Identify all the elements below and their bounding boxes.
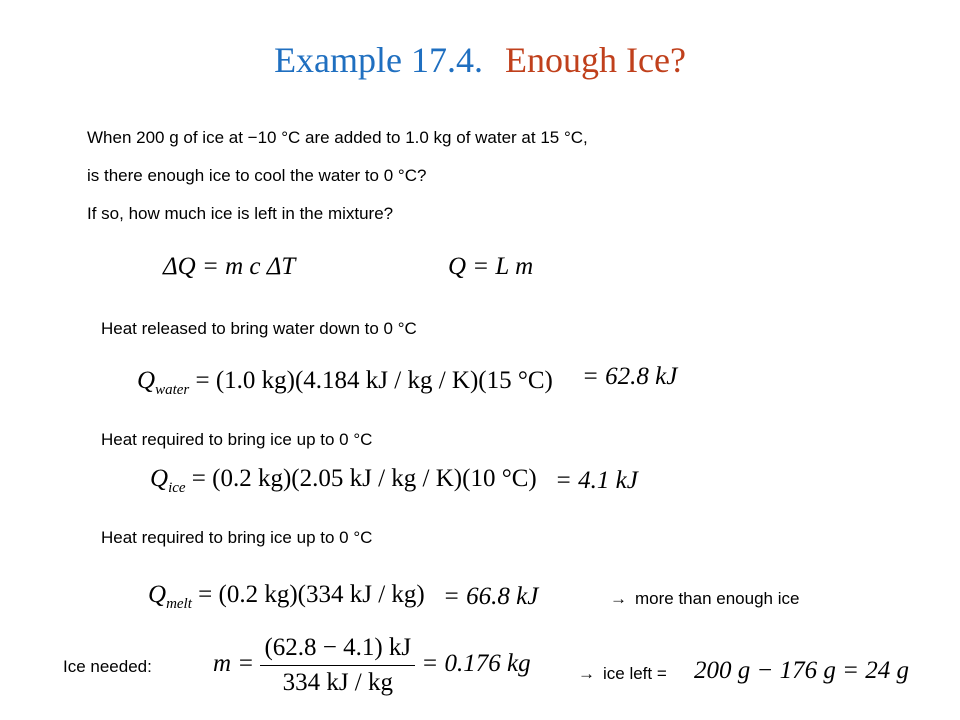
q-melt-subscript: melt xyxy=(166,596,192,612)
heat-change-formula: ΔQ = m c ΔT xyxy=(163,253,296,280)
ice-needed-result: = 0.176 kg xyxy=(421,650,531,678)
fraction-denominator: 334 kJ / kg xyxy=(282,669,394,696)
q-ice-expression: = (0.2 kg)(2.05 kJ / kg / K)(10 °C) xyxy=(185,465,537,492)
m-lhs: m = xyxy=(213,650,255,678)
q-ice-equation xyxy=(150,464,537,494)
q-water-result: = 62.8 kJ xyxy=(582,363,678,390)
enough-ice-text: more than enough ice xyxy=(635,589,800,608)
ice-warm-step-label: Heat required to bring ice up to 0 °C xyxy=(101,430,373,449)
question-line-1: When 200 g of ice at −10 °C are added to 1.0 kg of water at 15 °C, xyxy=(87,128,588,147)
slide-title xyxy=(0,38,960,82)
fraction-numerator: (62.8 − 4.1) kJ xyxy=(260,633,415,666)
enough-ice-note xyxy=(610,588,799,610)
ice-needed-equation xyxy=(213,633,531,698)
q-ice-subscript: ice xyxy=(168,480,186,496)
ice-melt-step-label: Heat required to bring ice up to 0 °C xyxy=(101,528,373,547)
q-ice-result: = 4.1 kJ xyxy=(555,467,638,494)
q-water-expression: = (1.0 kg)(4.184 kJ / kg / K)(15 °C) xyxy=(189,367,553,394)
q-water-symbol: Q xyxy=(137,367,156,394)
title-prefix: Example 17.4. xyxy=(274,40,484,80)
q-melt-result: = 66.8 kJ xyxy=(443,583,539,610)
q-melt-equation xyxy=(148,580,425,610)
question-line-3: If so, how much ice is left in the mixture? xyxy=(87,204,394,223)
q-water-equation xyxy=(137,366,553,396)
ice-left-expression: 200 g − 176 g = 24 g xyxy=(694,657,909,684)
question-line-2: is there enough ice to cool the water to 0 °C? xyxy=(87,166,427,185)
title-suffix: Enough Ice? xyxy=(505,40,686,80)
ice-left-text: ice left = xyxy=(603,664,667,683)
q-melt-symbol: Q xyxy=(148,581,167,608)
ice-needed-fraction xyxy=(260,633,415,698)
q-ice-symbol: Q xyxy=(150,465,169,492)
ice-left-label xyxy=(578,663,667,685)
right-arrow-icon: → xyxy=(578,664,595,683)
latent-heat-formula: Q = L m xyxy=(448,253,534,280)
right-arrow-icon: → xyxy=(610,589,627,608)
q-water-subscript: water xyxy=(155,382,190,398)
ice-needed-label: Ice needed: xyxy=(63,657,152,676)
q-melt-expression: = (0.2 kg)(334 kJ / kg) xyxy=(191,581,425,608)
water-step-label: Heat released to bring water down to 0 °C xyxy=(101,319,417,338)
